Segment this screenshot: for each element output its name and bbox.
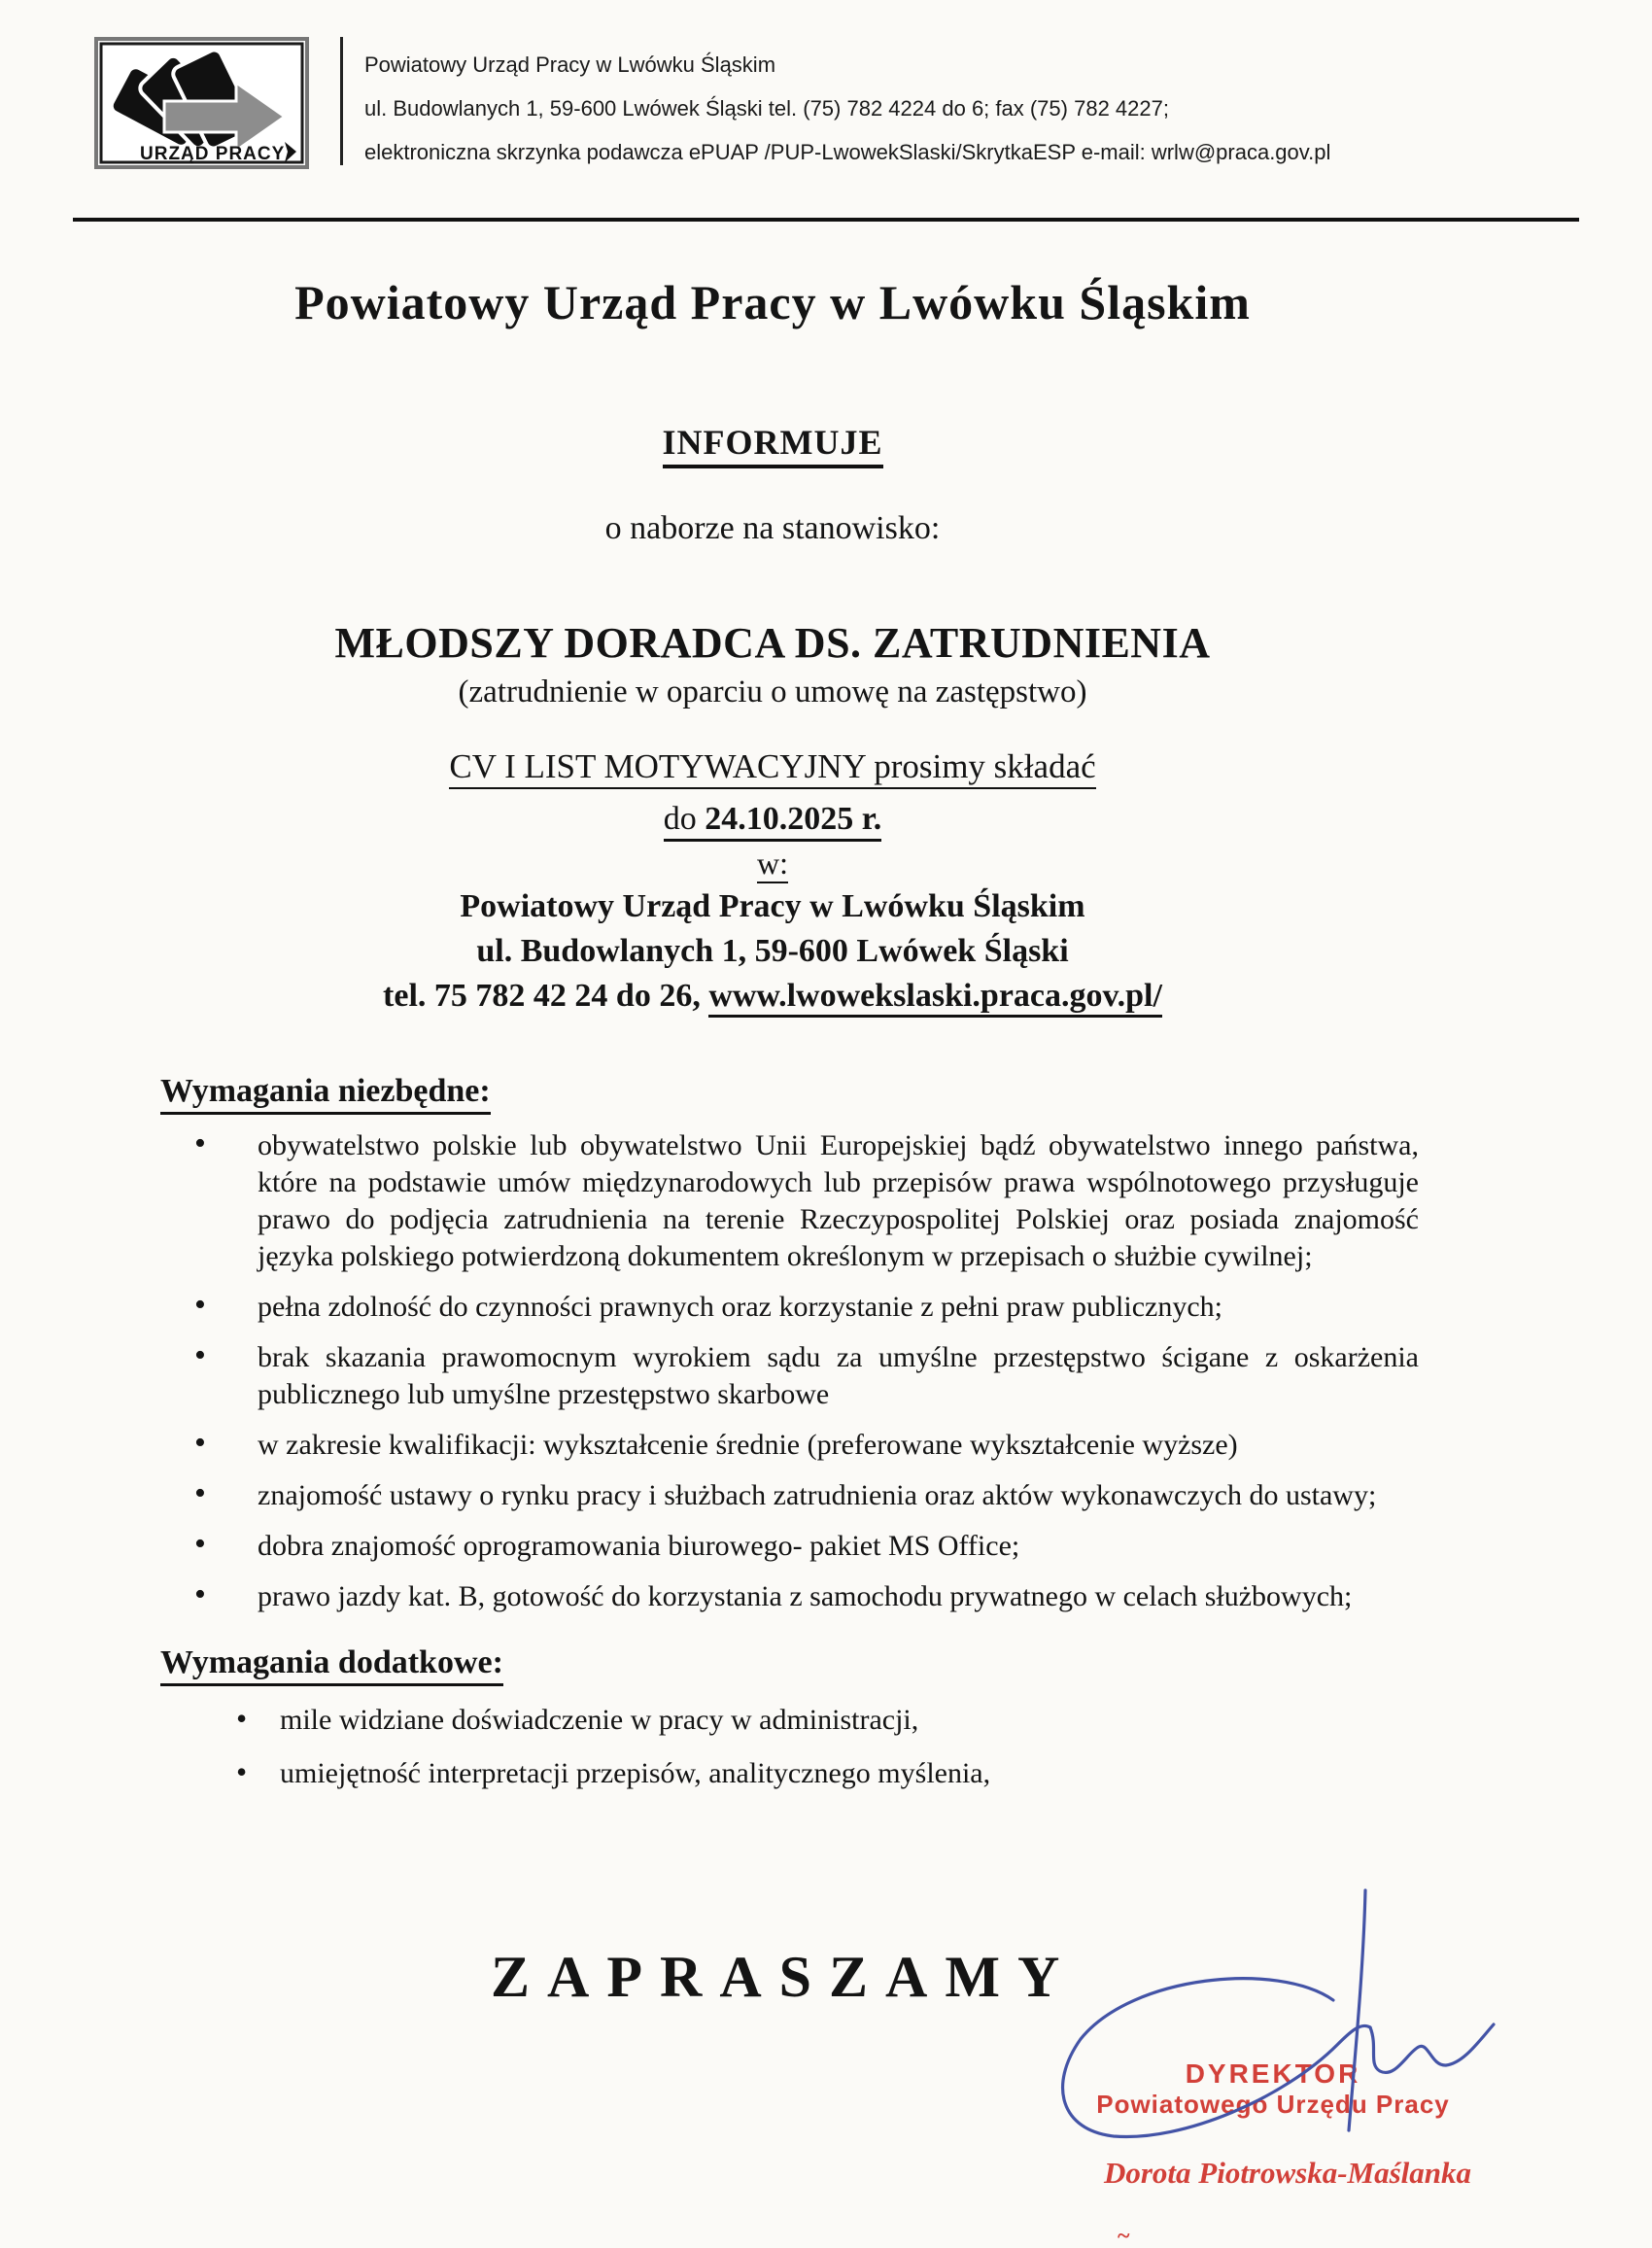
requirements-list	[160, 1127, 1419, 1615]
urzad-pracy-logo-icon	[94, 37, 309, 174]
deadline-date: 24.10.2025 r.	[705, 801, 882, 837]
stamp-office-name: Powiatowego Urzędu Pracy	[1096, 2090, 1450, 2119]
intro-line: o naborze na stanowisko:	[604, 510, 941, 546]
requirement-item: • pełna zdolność do czynności prawnych oraz korzystanie z pełni praw publicznych;	[160, 1289, 1419, 1326]
letterhead-divider	[340, 37, 343, 165]
page-title: Powiatowy Urząd Pracy w Lwówku Śląskim	[294, 275, 1251, 329]
requirement-item: • brak skazania prawomocnym wyrokiem sądu za umyślne przestępstwo ścigane z oskarżenia publicznego lub umyślne przestępstwo skarbowe	[160, 1339, 1419, 1413]
additional-item: • umiejętność interpretacji przepisów, analitycznego myślenia,	[236, 1755, 1535, 1792]
informuje-heading: INFORMUJE	[0, 420, 1545, 465]
website-link[interactable]: www.lwowekslaski.praca.gov.pl/	[708, 978, 1162, 1018]
address-name: Powiatowy Urząd Pracy w Lwówku Śląskim	[460, 888, 1085, 924]
requirement-item: • w zakresie kwalifikacji: wykształcenie średnie (preferowane wykształcenie wyższe)	[160, 1427, 1419, 1464]
letterhead-office-name: Powiatowy Urząd Pracy w Lwówku Śląskim	[364, 52, 776, 77]
additional-item: • mile widziane doświadczenie w pracy w administracji,	[236, 1702, 1535, 1739]
svg-text:URZĄD PRACY: URZĄD PRACY	[140, 144, 286, 164]
deadline-line	[0, 797, 1545, 842]
cv-instruction: CV I LIST MOTYWACYJNY prosimy składać	[0, 744, 1545, 789]
requirements-heading: Wymagania niezbędne:	[160, 1069, 1652, 1114]
stamp-director-title: DYREKTOR	[1185, 2058, 1361, 2089]
requirement-item: • prawo jazdy kat. B, gotowość do korzystania z samochodu prywatnego w celach służbowych;	[160, 1578, 1419, 1615]
location-label: w:	[0, 842, 1545, 884]
stamp-mark: ~	[1118, 2224, 1130, 2248]
address-street: ul. Budowlanych 1, 59-600 Lwówek Śląski	[476, 933, 1069, 969]
invite-text: ZAPRASZAMY	[491, 1945, 1078, 2009]
deadline-prefix: do	[663, 801, 706, 837]
additional-heading: Wymagania dodatkowe:	[160, 1641, 1652, 1685]
position-title: MŁODSZY DORADCA DS. ZATRUDNIENIA	[334, 619, 1211, 667]
phone-text: tel. 75 782 42 24 do 26,	[383, 978, 709, 1014]
requirement-item: • znajomość ustawy o rynku pracy i służbach zatrudnienia oraz aktów wykonawczych do ustawy;	[160, 1477, 1419, 1514]
requirement-item: • dobra znajomość oprogramowania biurowego- pakiet MS Office;	[160, 1528, 1419, 1565]
header-rule	[73, 218, 1579, 222]
letterhead-address-line: ul. Budowlanych 1, 59-600 Lwówek Śląski tel. (75) 782 4224 do 6; fax (75) 782 4227;	[364, 96, 1169, 121]
additional-list	[236, 1702, 1535, 1792]
letterhead	[0, 0, 1652, 174]
requirement-item: • obywatelstwo polskie lub obywatelstwo Unii Europejskiej bądź obywatelstwo innego państwa, które na podstawie umów międzynarodowych lub przepisów prawa wspólnotowego przysługuje prawo do podjęcia zatrudnienia na terenie Rzeczypospolitej Polskiej oraz posiada znajomość języka polskiego potwierdzoną dokumentem określonym w przepisach o służbie cywilnej;	[160, 1127, 1419, 1275]
position-subtitle: (zatrudnienie w oparciu o umowę na zastępstwo)	[458, 674, 1087, 709]
stamp-director-name: Dorota Piotrowska-Maślanka	[1103, 2156, 1472, 2190]
letterhead-epuap-line: elektroniczna skrzynka podawcza ePUAP /PUP-LwowekSlaski/SkrytkaESP e-mail: wrlw@praca.gov.pl	[364, 140, 1331, 164]
signature-area	[1030, 1866, 1516, 2248]
address-contact	[0, 974, 1545, 1019]
